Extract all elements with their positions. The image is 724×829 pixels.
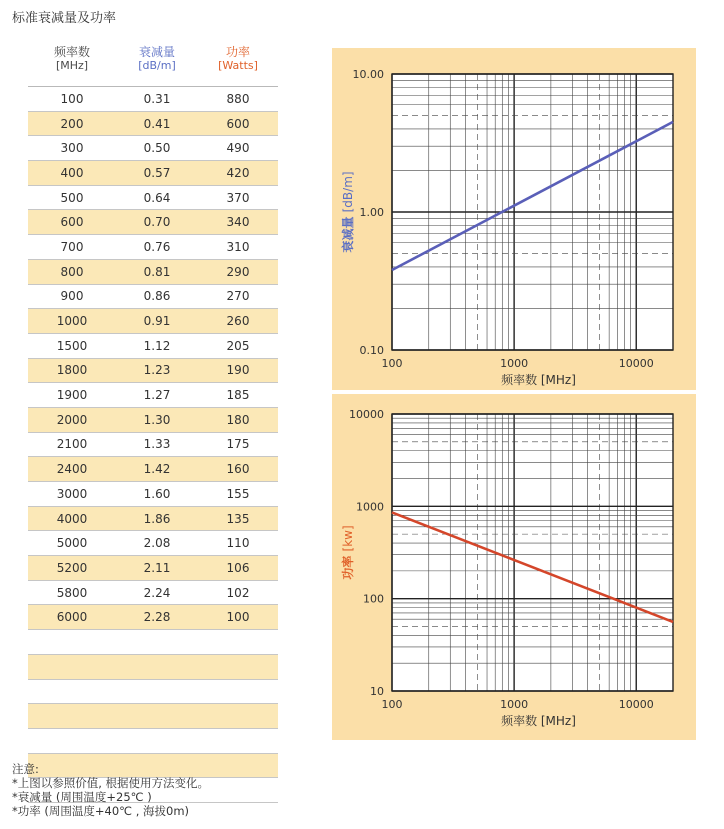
cell-frequency: 700 <box>60 239 84 254</box>
cell-attenuation: 0.91 <box>143 314 171 329</box>
table-body <box>28 87 278 803</box>
header-frequency-unit: [MHz] <box>55 59 89 72</box>
table-row <box>28 556 278 581</box>
table-header <box>28 46 278 87</box>
cell-power: 880 <box>226 91 250 106</box>
cell-power: 102 <box>226 585 250 600</box>
table-row <box>28 581 278 606</box>
table-row <box>28 260 278 285</box>
y-axis-label <box>340 525 355 579</box>
table-row <box>28 383 278 408</box>
cell-attenuation: 1.27 <box>143 388 171 403</box>
table-row-empty <box>28 729 278 754</box>
cell-frequency: 2100 <box>56 437 88 452</box>
x-tick-label: 10000 <box>618 357 654 370</box>
note-line: *功率 (周围温度+40℃ , 海拔0m) <box>12 804 190 818</box>
cell-attenuation: 0.41 <box>143 116 171 131</box>
x-tick-label: 100 <box>381 357 403 370</box>
header-power <box>198 46 278 72</box>
table-row <box>28 531 278 556</box>
y-tick-label: 10 <box>370 685 384 698</box>
table-row <box>28 482 278 507</box>
power-chart <box>332 394 696 740</box>
cell-frequency: 2400 <box>56 462 88 477</box>
cell-power: 175 <box>226 437 250 452</box>
page-title: 标准衰减量及功率 <box>12 11 117 26</box>
cell-frequency: 6000 <box>56 610 88 625</box>
table-row <box>28 457 278 482</box>
cell-attenuation: 2.24 <box>143 585 171 600</box>
table-row-empty <box>28 704 278 729</box>
x-tick-label: 1000 <box>500 357 529 370</box>
table-row <box>28 161 278 186</box>
cell-frequency: 500 <box>60 190 84 205</box>
cell-frequency: 2000 <box>56 412 88 427</box>
notes <box>12 762 209 818</box>
cell-attenuation: 1.12 <box>143 338 171 353</box>
cell-power: 310 <box>226 239 250 254</box>
cell-attenuation: 0.76 <box>143 239 171 254</box>
table-row <box>28 87 278 112</box>
cell-attenuation: 0.64 <box>143 190 171 205</box>
cell-frequency: 5200 <box>56 560 88 575</box>
cell-frequency: 1900 <box>56 388 88 403</box>
cell-attenuation: 0.70 <box>143 215 171 230</box>
table-row <box>28 334 278 359</box>
cell-power: 420 <box>226 165 250 180</box>
y-tick-label: 1.00 <box>359 206 384 219</box>
cell-attenuation: 0.86 <box>143 289 171 304</box>
table-row-empty <box>28 655 278 680</box>
cell-power: 110 <box>226 536 250 551</box>
cell-power: 160 <box>226 462 250 477</box>
table-row <box>28 433 278 458</box>
y-axis-label <box>340 171 355 252</box>
cell-power: 340 <box>226 215 250 230</box>
cell-frequency: 600 <box>60 215 84 230</box>
y-tick-label: 1000 <box>356 500 384 514</box>
cell-power: 100 <box>226 610 250 625</box>
table-row <box>28 605 278 630</box>
note-line: *衰减量 (周围温度+25℃ ) <box>12 790 152 804</box>
cell-attenuation: 2.28 <box>143 610 171 625</box>
cell-frequency: 1000 <box>56 314 88 329</box>
cell-attenuation: 0.81 <box>143 264 171 279</box>
y-axis-label-main: 功率 <box>341 551 355 580</box>
cell-frequency: 200 <box>60 116 84 131</box>
y-axis-label-unit: [dB/m] <box>341 171 355 213</box>
cell-frequency: 800 <box>60 264 84 279</box>
attenuation-chart-panel <box>332 48 696 390</box>
cell-frequency: 4000 <box>56 511 88 526</box>
header-power-label: 功率 <box>225 45 250 59</box>
table-row <box>28 507 278 532</box>
attenuation-chart <box>332 48 696 390</box>
table-row <box>28 112 278 137</box>
cell-frequency: 5800 <box>56 585 88 600</box>
cell-frequency: 900 <box>60 289 84 304</box>
notes-heading: 注意: <box>12 762 39 776</box>
table-row <box>28 309 278 334</box>
x-axis-label: 频率数 [MHz] <box>501 714 576 728</box>
cell-attenuation: 0.31 <box>143 91 171 106</box>
table-row <box>28 359 278 384</box>
cell-attenuation: 2.08 <box>143 536 171 551</box>
cell-frequency: 400 <box>60 165 84 180</box>
table-row-empty <box>28 680 278 705</box>
power-chart-panel <box>332 394 696 740</box>
y-axis-label-main: 衰减量 <box>341 212 355 253</box>
header-frequency <box>28 46 116 72</box>
cell-power: 270 <box>226 289 250 304</box>
cell-power: 185 <box>226 388 250 403</box>
cell-power: 600 <box>226 116 250 131</box>
cell-attenuation: 1.42 <box>143 462 171 477</box>
note-line: *上图以参照价值, 根据使用方法变化。 <box>12 776 210 790</box>
x-axis-label: 频率数 [MHz] <box>501 373 576 387</box>
cell-attenuation: 0.50 <box>143 141 171 156</box>
header-attenuation-unit: [dB/m] <box>138 59 176 72</box>
cell-power: 190 <box>226 363 250 378</box>
cell-frequency: 1800 <box>56 363 88 378</box>
y-tick-label: 100 <box>363 592 384 606</box>
spec-table <box>28 46 278 803</box>
cell-power: 205 <box>226 338 250 353</box>
header-power-unit: [Watts] <box>218 59 258 72</box>
header-frequency-label: 频率数 <box>53 45 90 59</box>
cell-attenuation: 1.30 <box>143 412 171 427</box>
x-tick-label: 10000 <box>618 698 654 711</box>
y-tick-label: 0.10 <box>359 344 384 357</box>
x-tick-label: 100 <box>381 698 403 711</box>
table-row <box>28 210 278 235</box>
header-attenuation-label: 衰减量 <box>138 45 175 59</box>
y-axis-label-unit: [kw] <box>341 525 355 552</box>
table-row-empty <box>28 630 278 655</box>
cell-frequency: 3000 <box>56 486 88 501</box>
y-tick-label: 10.00 <box>352 68 384 81</box>
cell-frequency: 100 <box>60 91 84 106</box>
cell-power: 135 <box>226 511 250 526</box>
cell-frequency: 300 <box>60 141 84 156</box>
cell-power: 370 <box>226 190 250 205</box>
cell-attenuation: 2.11 <box>143 560 171 575</box>
cell-attenuation: 0.57 <box>143 165 171 180</box>
cell-attenuation: 1.23 <box>143 363 171 378</box>
cell-power: 155 <box>226 486 250 501</box>
cell-power: 490 <box>226 141 250 156</box>
table-row <box>28 408 278 433</box>
cell-attenuation: 1.86 <box>143 511 171 526</box>
cell-frequency: 5000 <box>56 536 88 551</box>
cell-attenuation: 1.33 <box>143 437 171 452</box>
table-row <box>28 186 278 211</box>
cell-power: 290 <box>226 264 250 279</box>
header-attenuation <box>116 46 198 72</box>
cell-power: 106 <box>226 560 250 575</box>
table-row <box>28 235 278 260</box>
table-row <box>28 136 278 161</box>
cell-power: 260 <box>226 314 250 329</box>
cell-frequency: 1500 <box>56 338 88 353</box>
x-tick-label: 1000 <box>500 698 529 711</box>
cell-attenuation: 1.60 <box>143 486 171 501</box>
table-row <box>28 285 278 310</box>
cell-power: 180 <box>226 412 250 427</box>
y-tick-label: 10000 <box>349 408 384 421</box>
